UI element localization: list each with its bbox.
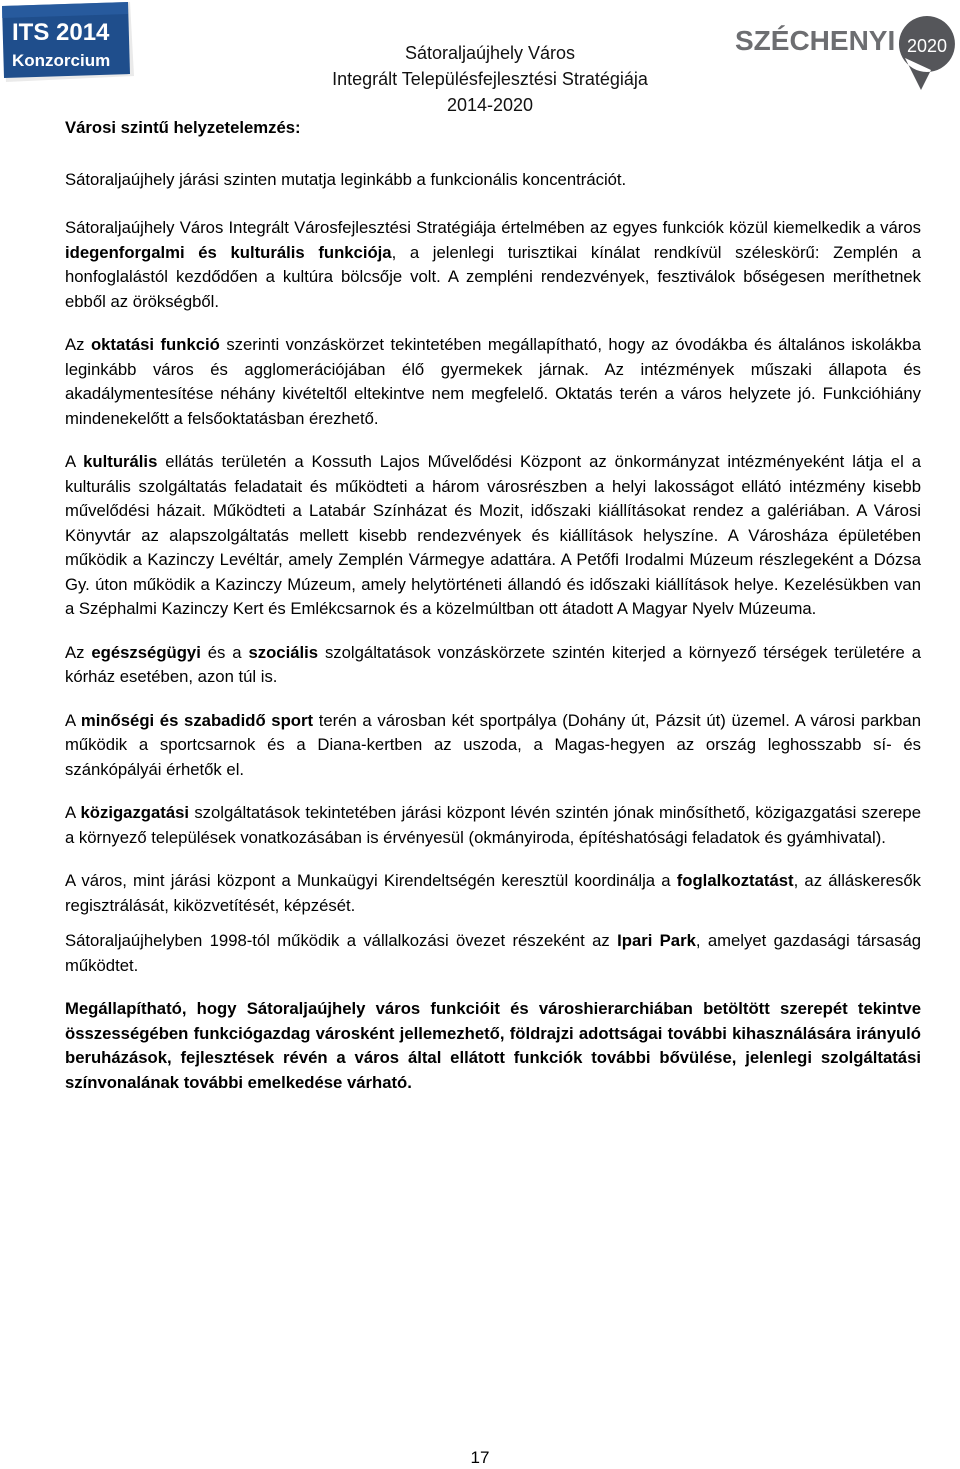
paragraph-8 xyxy=(65,869,921,918)
paragraph-7-bold-kozigazgatasi: közigazgatási xyxy=(80,803,190,822)
its-logo-text-line1: ITS 2014 xyxy=(12,19,110,46)
szechenyi-logo-text: SZÉCHENYI xyxy=(735,25,896,56)
paragraph-2-text-c: , a jelenlegi turisztikai kínálat rendkívül széleskörű: Zemplén a honfoglalástól kezdődően a kultúra bölcsője volt. A zempléni rendezvények, fesztiválok bőségesen meríthetnek ebből az örökségből. xyxy=(65,242,921,311)
paragraph-7-text-a: A xyxy=(65,803,81,822)
paragraph-9-text-c: , amelyet gazdasági társaság működtet. xyxy=(65,931,922,975)
paragraph-5-bold-egeszsegugyi: egészségügyi xyxy=(91,642,201,662)
paragraph-3-text-c: szerinti vonzáskörzet tekintetében megállapítható, hogy az óvodákba és általános iskolákba leginkább város és agglomerációjában élő gyermekek járnak. Az intézmények műszaki állapota és akadálymentesítése néhány kivételtől eltekintve nem megfelelő. Oktatás terén a város helyzete jó. Funkcióhiány mindenekelőtt a felsőoktatásban érezhető. xyxy=(65,335,921,428)
its-logo-text-line2: Konzorcium xyxy=(12,51,111,70)
paragraph-6-bold-sport: minőségi és szabadidő sport xyxy=(80,710,314,730)
paragraph-9-bold-ipari-park: Ipari Park xyxy=(617,931,696,950)
paragraph-5-text-a: Az xyxy=(65,642,92,662)
paragraph-3-bold-oktatasi: oktatási funkció xyxy=(90,335,220,354)
paragraph-2-text-a: Sátoraljaújhely Város Integrált Városfejlesztési Stratégiája értelmében az egyes funkciók közül kiemelkedik a város xyxy=(65,218,921,237)
document-header-title xyxy=(290,40,690,118)
szechenyi-logo-year: 2020 xyxy=(906,36,948,56)
paragraph-6 xyxy=(65,709,921,783)
paragraph-2 xyxy=(65,216,921,314)
paragraph-3 xyxy=(65,333,921,431)
paragraph-5-text-c: és a xyxy=(200,642,249,662)
paragraph-6-text-a: A xyxy=(65,710,81,730)
szechenyi-2020-logo xyxy=(735,14,960,94)
its-2014-konzorcium-logo xyxy=(2,2,134,82)
paragraph-4-text-a: A xyxy=(65,452,84,471)
paragraph-8-text-c: , az álláskeresők regisztrálását, kiközvetítését, képzését. xyxy=(65,871,921,915)
paragraph-8-text-a: A város, mint járási központ a Munkaügyi Kirendeltségén keresztül koordinálja a xyxy=(65,871,677,890)
paragraph-4 xyxy=(65,450,921,622)
paragraph-5 xyxy=(65,641,921,690)
document-body xyxy=(65,116,921,1095)
header-title-line-3: 2014-2020 xyxy=(446,95,534,115)
page-header xyxy=(0,0,960,120)
section-title: Városi szintű helyzetelemzés: xyxy=(65,118,301,137)
paragraph-9 xyxy=(65,929,921,978)
paragraph-8-bold-foglalkoztatast: foglalkoztatást xyxy=(676,871,794,890)
paragraph-3-text-a: Az xyxy=(65,335,91,354)
paragraph-2-bold-idegenforgalmi: idegenforgalmi és kulturális funkciója xyxy=(65,242,392,262)
paragraph-7-text-c: szolgáltatások tekintetében járási központ lévén szintén jónak minősíthető, közigazgatási szerepe a környező települések vonatkozásában is érvényesül (okmányiroda, építéshatósági feladatok és gyámhivatal). xyxy=(65,803,921,847)
paragraph-1-text: Sátoraljaújhely járási szinten mutatja leginkább a funkcionális koncentrációt. xyxy=(65,169,627,189)
header-title-line-2: Integrált Településfejlesztési Stratégiája xyxy=(332,69,648,89)
paragraph-1 xyxy=(65,168,921,193)
paragraph-9-text-a: Sátoraljaújhelyben 1998-tól működik a vállalkozási övezet részeként az xyxy=(65,931,618,950)
page-footer xyxy=(0,1447,960,1469)
paragraph-6-text-c: terén a városban két sportpálya (Dohány út, Pázsit út) üzemel. A városi parkban működik a sportcsarnok és a Diana-kertben az uszoda, a Magas-hegyen az ország leghosszabb sí- és szánkópályái érhetők el. xyxy=(65,710,921,779)
paragraph-4-text-c: ellátás területén a Kossuth Lajos Művelődési Központ az önkormányzat intézményeként látja el a kulturális szolgáltatás feladatait és működteti a három városrészben a helyi lakosságot ellátó intézmény kisebb művelődési házait. Működteti a Latabár Színházat és Mozit, időszaki kiállításokat rendez a galériában. A Városi Könyvtár az alapszolgáltatás mellett kisebb rendezvények és kiállítások helyszíne. A Városháza épületében működik a Kazinczy Levéltár, amely Zemplén Vármegye adattára. A Petőfi Irodalmi Múzeum részlegeként a Dózsa Gy. úton működik a Kazinczy Múzeum, amely helytörténeti állandó és időszaki kiállítások helye. Kezelésükben van a Széphalmi Kazinczy Kert és Emlékcsarnok és a közelmúltban ott átadott A Magyar Nyelv Múzeuma. xyxy=(65,452,921,618)
paragraph-5-text-e: szolgáltatások vonzáskörzete szintén kiterjed a környező térségek területére a kórház esetében, azon túl is. xyxy=(65,642,921,686)
paragraph-4-bold-kulturalis: kulturális xyxy=(83,452,158,471)
paragraph-7 xyxy=(65,801,921,850)
paragraph-10-bold-text: Megállapítható, hogy Sátoraljaújhely város funkcióit és városhierarchiában betöltött szerepét tekintve összességében funkciógazdag városként jellemezhető, földrajzi adottságai további kihasználására irányuló beruházások, fejlesztések révén a város által ellátott funkciók további bővülése, jelenlegi szolgáltatási színvonalának további emelkedése várható. xyxy=(65,999,921,1092)
header-title-line-1: Sátoraljaújhely Város xyxy=(404,43,576,63)
page-number: 17 xyxy=(470,1448,490,1467)
paragraph-10-conclusion xyxy=(65,997,921,1095)
paragraph-5-bold-szocialis: szociális xyxy=(248,642,319,662)
